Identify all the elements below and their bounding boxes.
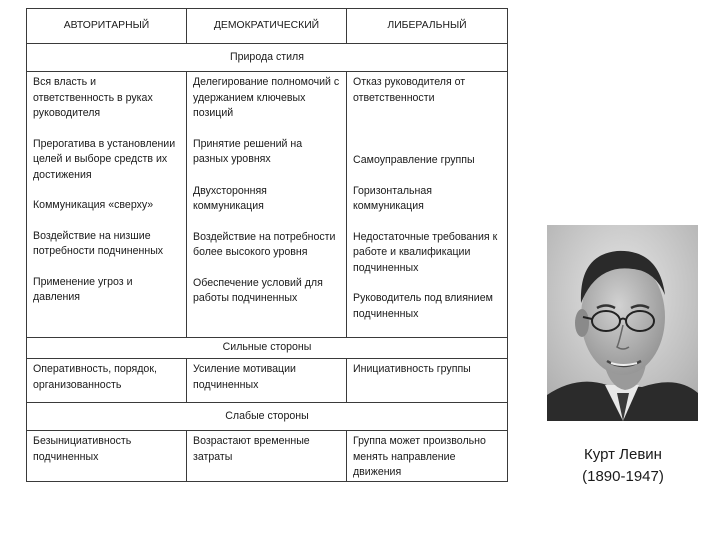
section-row-weaknesses (27, 403, 508, 431)
section-title-weaknesses: Слабые стороны (27, 403, 508, 431)
nature-cell-authoritarian (27, 72, 187, 338)
strength-liberal: Инициативность группы (347, 359, 508, 403)
nature-row (27, 72, 508, 338)
nature-item: Руководитель под влиянием подчиненных (353, 292, 493, 320)
nature-item: Самоуправление группы (353, 154, 475, 166)
header-liberal: ЛИБЕРАЛЬНЫЙ (347, 9, 508, 44)
leadership-styles-table (26, 8, 508, 482)
nature-cell-liberal (347, 72, 508, 338)
nature-item: Горизонтальная коммуникация (353, 184, 433, 212)
section-title-nature: Природа стиля (27, 44, 508, 72)
section-row-nature (27, 44, 508, 72)
nature-item: Двухсторонняя коммуникация (193, 184, 267, 212)
nature-item: Принятие решений на разных уровнях (193, 137, 303, 165)
nature-item: Воздействие на потребности более высокого уровня (193, 230, 336, 258)
section-row-strengths (27, 338, 508, 359)
nature-item: Применение угроз и давления (33, 275, 133, 303)
nature-cell-democratic (187, 72, 347, 338)
nature-item: Прерогатива в установлении целей и выборе средств их достижения (33, 137, 176, 181)
nature-item: Коммуникация «сверху» (33, 199, 154, 211)
portrait-years: (1890-1947) (582, 468, 664, 485)
weakness-liberal: Группа может произвольно менять направление движения (347, 431, 508, 482)
weakness-democratic: Возрастают временные затраты (187, 431, 347, 482)
nature-item: Воздействие на низшие потребности подчиненных (33, 229, 164, 257)
nature-item: Вся власть и ответственность в руках руководителя (33, 76, 153, 119)
nature-item: Обеспечение условий для работы подчиненных (193, 276, 323, 304)
header-authoritarian: АВТОРИТАРНЫЙ (27, 9, 187, 44)
weakness-authoritarian: Безынициативность подчиненных (27, 431, 187, 482)
nature-item: Отказ руководителя от ответственности (353, 76, 466, 104)
nature-item: Делегирование полномочий с удержанием ключевых позиций (193, 76, 340, 119)
portrait-illustration (547, 225, 698, 421)
strengths-row (27, 359, 508, 403)
nature-item: Недостаточные требования к работе и квалификации подчиненных (353, 230, 498, 274)
section-title-strengths: Сильные стороны (27, 338, 508, 359)
portrait-photo (547, 225, 698, 421)
weaknesses-row (27, 431, 508, 482)
strength-authoritarian: Оперативность, порядок, организованность (27, 359, 187, 403)
header-democratic: ДЕМОКРАТИЧЕСКИЙ (187, 9, 347, 44)
strength-democratic: Усиление мотивации подчиненных (187, 359, 347, 403)
portrait-name: Курт Левин (584, 446, 662, 463)
header-row (27, 9, 508, 44)
portrait-caption (555, 444, 691, 488)
